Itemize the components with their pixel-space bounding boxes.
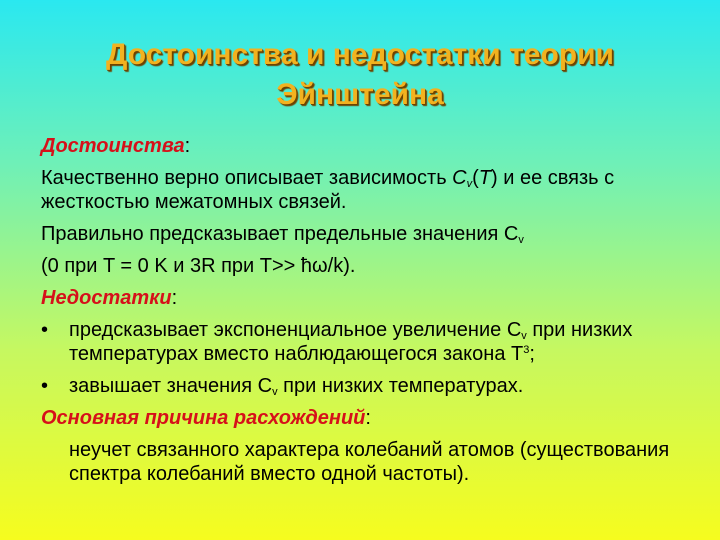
text-run: ;	[529, 343, 535, 365]
colon: :	[365, 407, 371, 429]
slide-body	[41, 134, 691, 494]
bullet-icon: •	[41, 375, 49, 397]
disadvantages-heading-line	[41, 286, 691, 310]
disadvantage-item-1	[41, 318, 691, 366]
disadvantages-heading: Недостатки	[41, 287, 172, 309]
subscript: v	[272, 386, 278, 398]
superscript: 3	[523, 344, 530, 356]
colon: :	[171, 287, 178, 309]
slide-title-line-1: Достоинства и недостатки теории	[106, 38, 614, 71]
reason-text: неучет связанного характера колебаний атомов (существования спектра колебаний вместо одной частоты).	[69, 439, 670, 485]
t-symbol: T	[478, 167, 492, 189]
text-run: (0 при T = 0 K и 3R при T>> ħω/k).	[41, 255, 356, 277]
slide-title-line-2: Эйнштейна	[276, 78, 444, 111]
text-run: ) и ее связь с жесткостью межатомных связей.	[41, 167, 615, 213]
advantage-item-1	[41, 166, 691, 214]
text-run: при низких температурах.	[277, 375, 524, 397]
text-run: Правильно предсказывает предельные значения C	[41, 223, 519, 245]
text-run: Качественно верно описывает зависимость	[41, 167, 453, 189]
reason-heading-line	[41, 406, 691, 430]
reason-heading: Основная причина расхождений	[41, 407, 366, 429]
text-run: при низких температурах вместо наблюдающегося закона T	[69, 319, 633, 365]
slide-title	[40, 35, 680, 115]
advantages-heading: Достоинства	[41, 135, 185, 157]
bullet-icon: •	[41, 319, 49, 341]
cv-symbol: $C_v$	[452, 167, 473, 190]
colon: :	[184, 135, 191, 157]
subscript: v	[521, 330, 527, 342]
advantage-item-2	[41, 222, 691, 246]
text-run: предсказывает экспоненциальное увеличение C	[69, 319, 522, 341]
text-run: (	[472, 167, 479, 189]
advantages-heading-line	[41, 134, 691, 158]
text-run: завышает значения C	[69, 375, 273, 397]
advantage-item-3	[41, 254, 691, 278]
subscript: v	[518, 234, 524, 246]
disadvantage-item-2	[41, 374, 691, 398]
